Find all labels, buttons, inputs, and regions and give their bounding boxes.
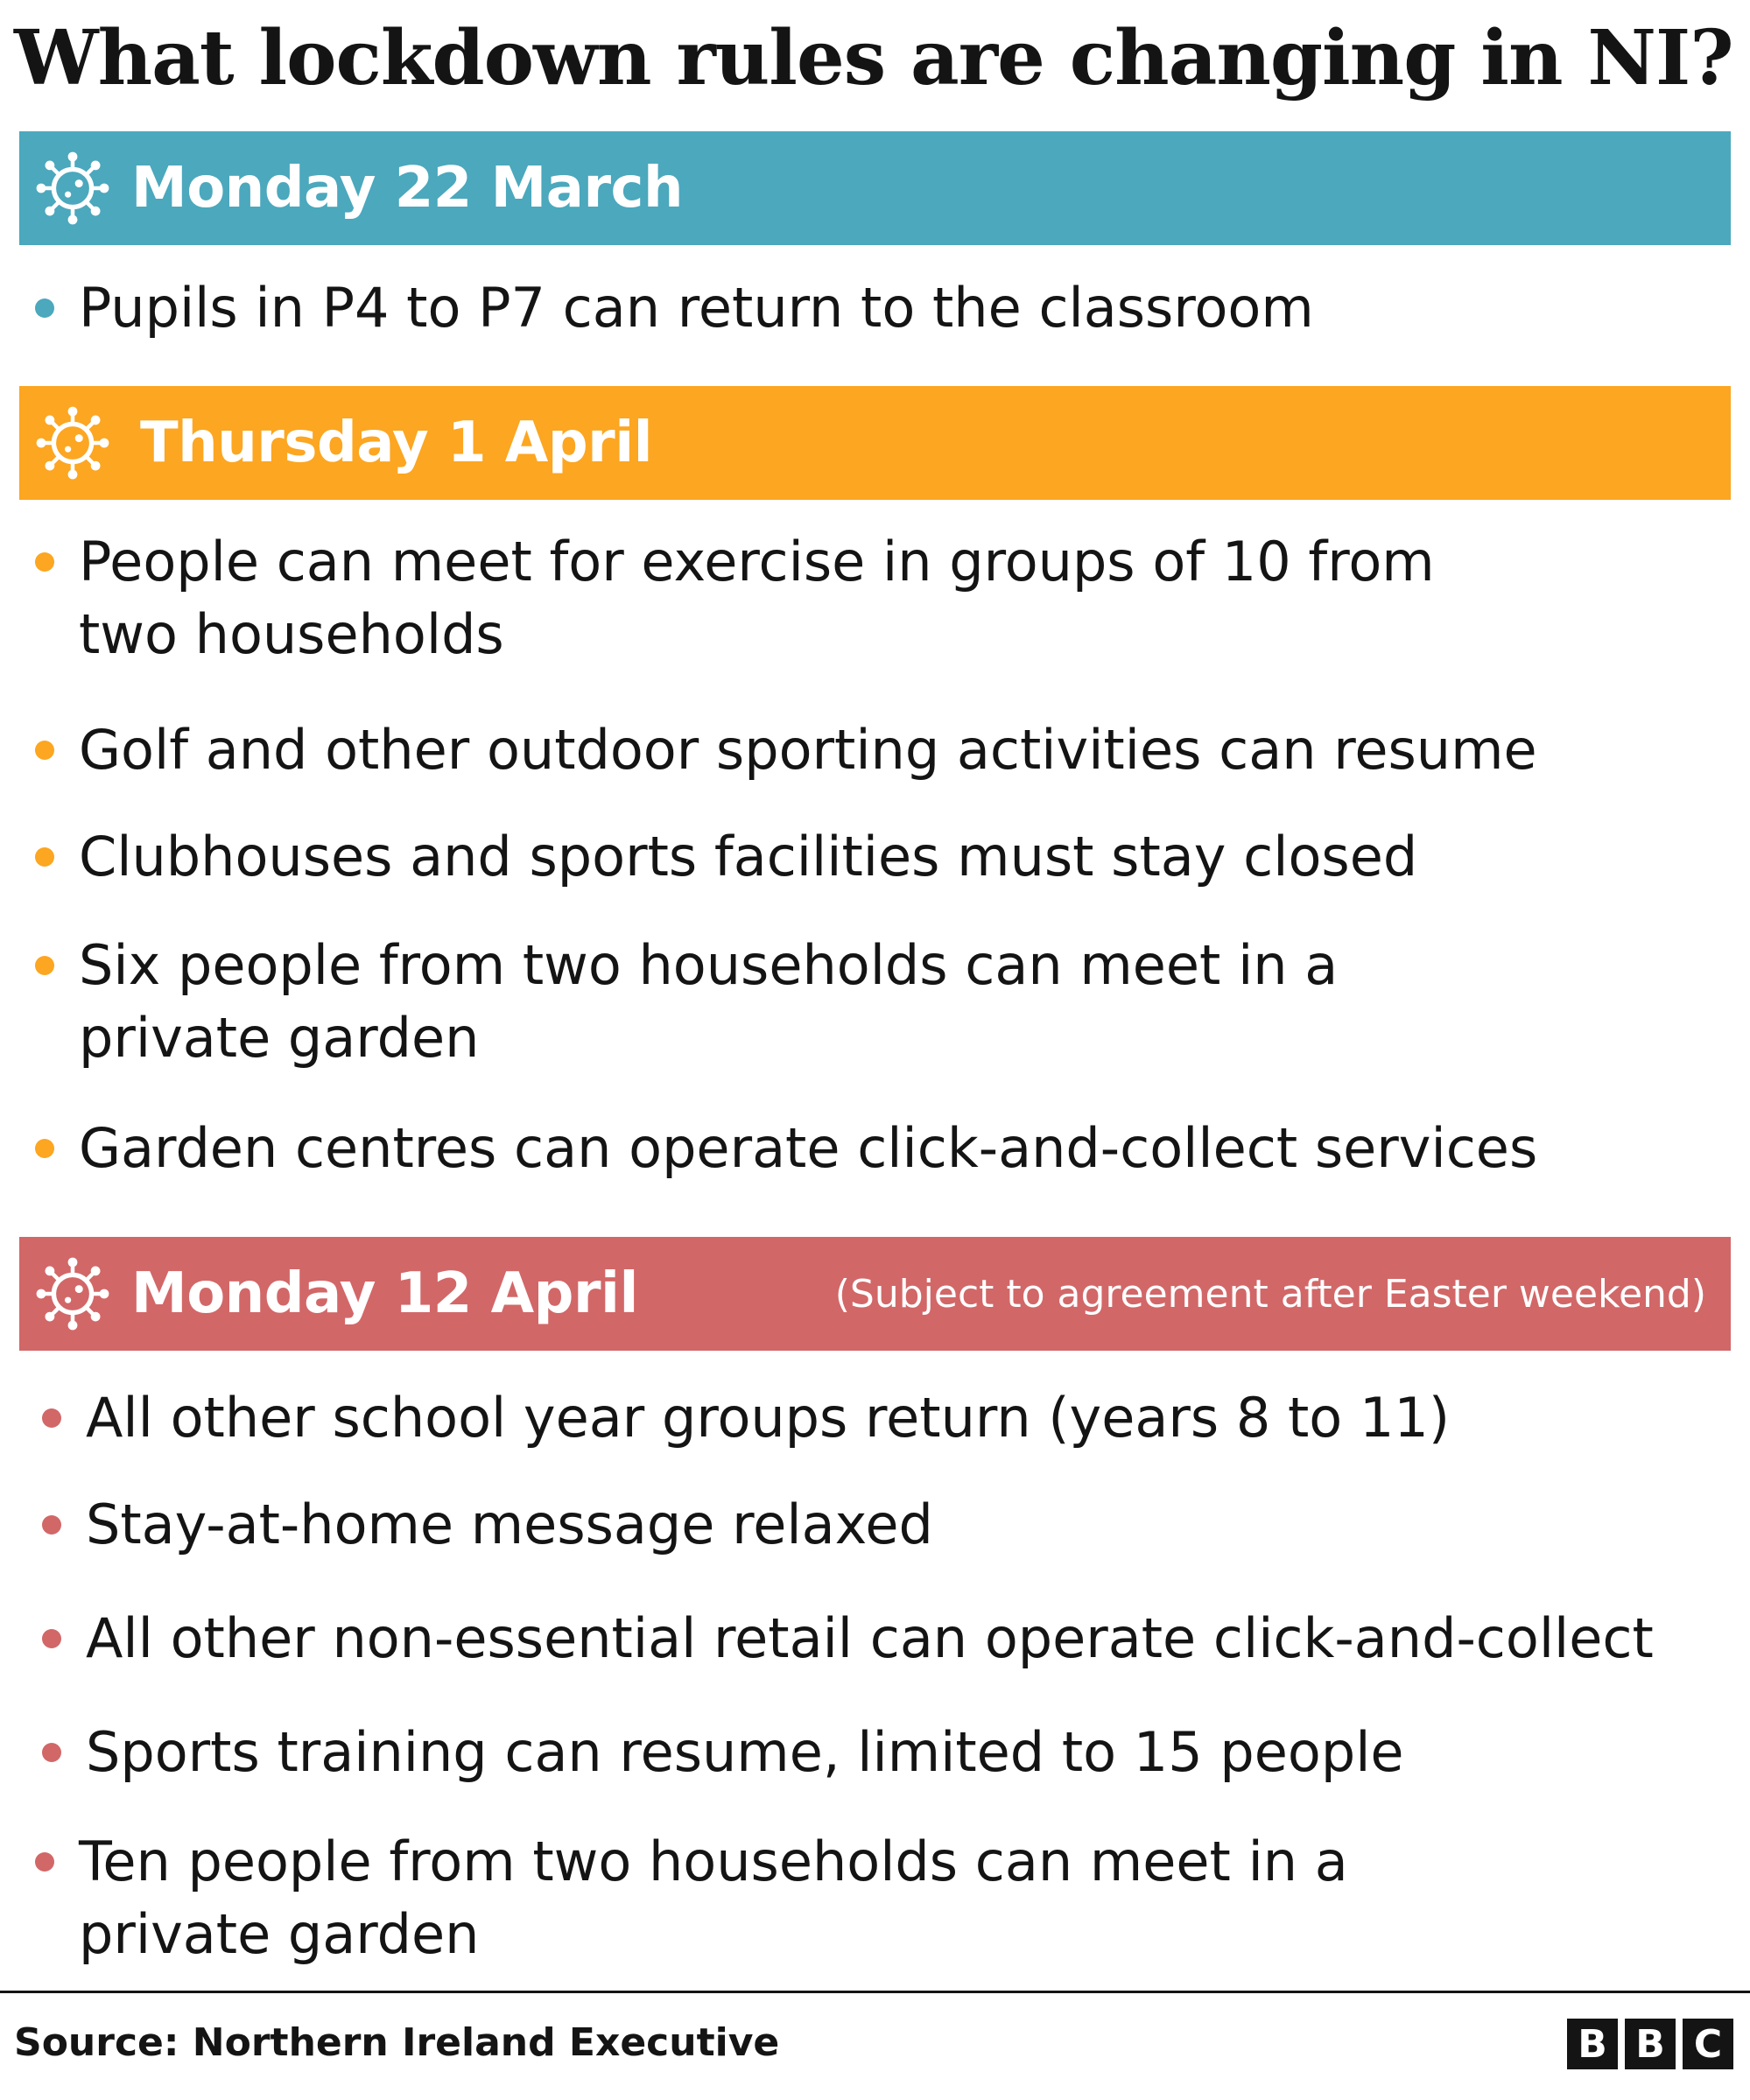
logo-letter: B [1567,2019,1618,2069]
bullet-dot [35,552,54,572]
section-note: (Subject to agreement after Easter weekend) [834,1271,1706,1317]
bullet-dot [35,956,54,975]
section-date: Thursday 1 April [140,411,653,475]
section-header-monday-12-april [19,1237,1731,1351]
virus-icon [33,149,112,228]
bullet-dot [35,1852,54,1872]
bullet-dot [35,847,54,867]
bullet-dot [42,1515,61,1535]
footer-divider [0,1991,1750,1993]
section-header-monday-22-march [19,131,1731,245]
logo-letter: B [1625,2019,1676,2069]
source-credit: Source: Northern Ireland Executive [14,2020,780,2065]
logo-letter: C [1683,2019,1733,2069]
section-date: Monday 12 April [131,1261,638,1326]
bullet-dot [42,1743,61,1762]
bullet-dot [35,1139,54,1158]
bullet-dot [35,298,54,318]
section-date: Monday 22 March [131,156,684,221]
virus-icon [33,1254,112,1333]
bullet-dot [35,741,54,760]
bullet-dot [42,1408,61,1428]
section-header-thursday-1-april [19,386,1731,500]
virus-icon [33,404,112,482]
bullet-dot [42,1629,61,1648]
page-title: What lockdown rules are changing in NI? [14,14,1733,102]
bbc-logo [1567,2019,1733,2069]
